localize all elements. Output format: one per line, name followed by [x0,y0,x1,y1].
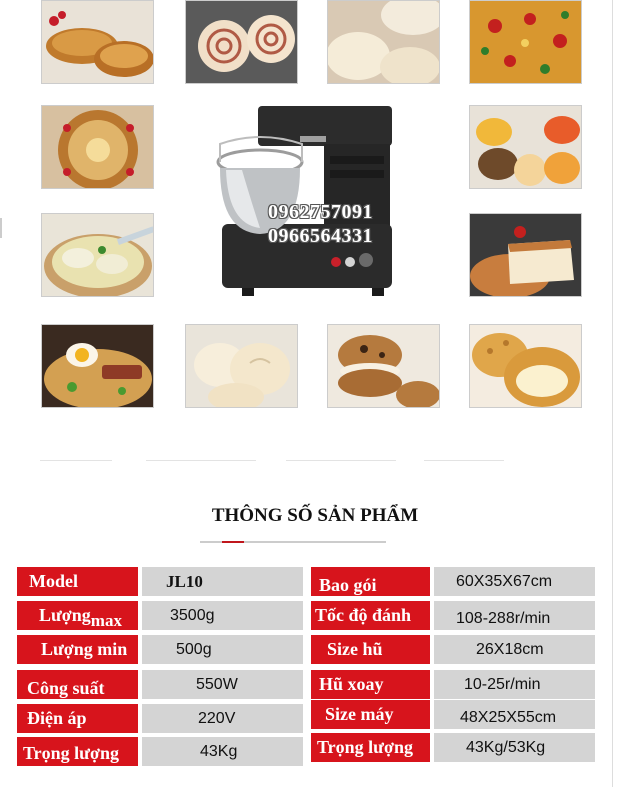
spec-value-machine-size: 48X25X55cm [434,700,595,729]
spec-label-package: Bao gói [311,567,430,596]
macaron-photo [469,105,582,189]
dough-photo [327,0,440,84]
cream-puff-photo [469,324,582,408]
spec-title: THÔNG SỐ SẢN PHẨM [211,505,419,526]
spec-label-voltage: Điện áp [17,704,138,733]
separator-line [146,460,256,461]
spec-label-bowl-size: Size hũ [311,635,430,664]
spec-value-bowl-rotation: 10-25r/min [434,670,595,699]
spec-label-min: Lượng min [17,635,138,664]
spec-value-package: 60X35X67cm [434,567,595,596]
croissant-photo [41,0,154,84]
spec-label-weight: Trọng lượng [17,737,138,766]
spec-label-bowl-rotation: Hũ xoay [311,670,430,699]
separator-line [424,460,504,461]
page-edge-rule [612,0,613,787]
spec-value-min: 500g [142,635,303,664]
spec-value-weight: 43Kg [142,737,303,766]
dumpling-soup-photo [41,213,154,297]
phone-number-2: 0966564331 [268,225,373,247]
spec-value-bowl-size: 26X18cm [434,635,595,664]
title-underline [200,541,386,543]
flower-bread-photo [41,105,154,189]
spec-label-speed: Tốc độ đánh [311,601,430,630]
noodle-bowl-photo [41,324,154,408]
spec-label-weight-package: Trọng lượng [311,733,430,762]
spec-value-voltage: 220V [142,704,303,733]
spec-value-model: JL10 [142,567,303,596]
spec-label-power: Công suất [17,670,138,699]
swirl-bun-photo [185,0,298,84]
phone-number-1: 0962757091 [268,201,373,223]
separator-line [40,460,112,461]
spec-label-machine-size: Size máy [311,700,430,729]
spec-value-max: 3500g [142,601,303,630]
spec-label-max-text: Lượng [39,605,91,625]
steamed-bun-photo [185,324,298,408]
cake-slice-photo [469,213,582,297]
cookie-sandwich-photo [327,324,440,408]
spec-label-model: Model [17,567,138,596]
spec-label-max-suffix: max [90,611,122,630]
page-edge-mark [0,218,2,238]
separator-line [286,460,396,461]
spec-value-power: 550W [142,670,303,699]
pizza-photo [469,0,582,84]
spec-label-max [17,601,138,630]
spec-value-speed: 108-288r/min [434,601,595,630]
spec-value-weight-package: 43Kg/53Kg [434,733,595,762]
